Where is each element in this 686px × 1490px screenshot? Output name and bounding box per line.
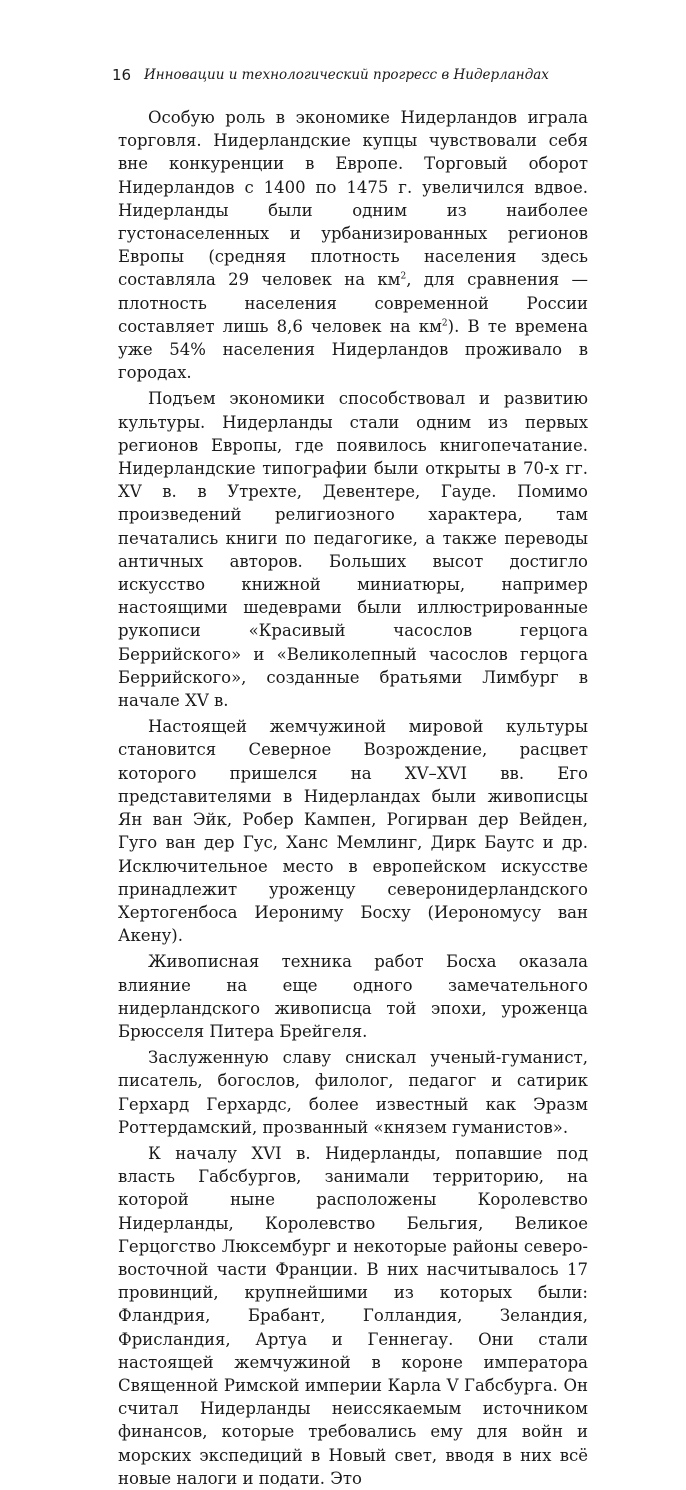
paragraph-trade-part-a: Особую роль в экономике Нидерландов играла торговля. Нидерландские купцы чувствовали себя вне конкуренции в Европе. Торговый оборот Нидерландов с 1400 по 1475 г. увеличился вдвое. Нидерланды были одним из наиболее густонаселенных и урбанизированных регионов Европы (средняя плотность населения здесь составляла 29 человек на км bbox=[118, 108, 588, 290]
paragraph-renaissance: Настоящей жемчужиной мировой культуры становится Северное Возрождение, расцвет которого пришелся на XV–XVI вв. Его представителями в Нидерландах были живописцы Ян ван Эйк, Робер Кампен, Рогирван дер Вейден, Гуго ван дер Гус, Ханс Мемлинг, Дирк Баутс и др. Исключительное место в европейском искусстве принадлежит уроженцу северонидерландского Хертогенбоса Иерониму Босху (Иерономусу ван Акену). bbox=[118, 717, 588, 946]
paragraph-bosch: Живописная техника работ Босха оказала влияние на еще одного замечательного нидерландского живописца той эпохи, уроженца Брюсселя Питера Брейгеля. bbox=[118, 952, 588, 1041]
paragraph-erasmus: Заслуженную славу снискал ученый-гуманист, писатель, богослов, филолог, педагог и сатирик Герхард Герхардс, более известный как Эразм Роттердамский, прозванный «князем гуманистов». bbox=[118, 1048, 588, 1137]
superscript-square: 2 bbox=[400, 271, 407, 282]
paragraph-trade-part-b: , для сравнения — плотность населения современной России составляет лишь 8,6 человек на км bbox=[118, 270, 588, 336]
paragraph-habsburg: К началу XVI в. Нидерланды, попавшие под власть Габсбургов, занимали территорию, на которой ныне расположены Королевство Нидерланды, Королевство Бельгия, Великое Герцогство Люксембург и некоторые районы северо-восточной части Франции. В них насчитывалось 17 провинций, крупнейшими из которых были: Фландрия, Брабант, Голландия, Зеландия, Фрисландия, Артуа и Геннегау. Они стали настоящей жемчужиной в короне императора Священной Римской империи Карла V Габсбурга. Он считал Нидерланды неиссякаемым источником финансов, которые требовались ему для войн и морских экспедиций в Новый свет, вводя в них всё новые налоги и подати. Это bbox=[118, 1143, 588, 1488]
paragraph-trade bbox=[118, 106, 588, 384]
page-number: 16 bbox=[112, 66, 132, 84]
superscript-square: 2 bbox=[441, 318, 448, 329]
running-title: Инновации и технологический прогресс в Нидерландах bbox=[144, 67, 549, 83]
paragraph-trade-part-c: ). В те времена уже 54% населения Нидерландов проживало в городах. bbox=[118, 316, 588, 383]
body-text bbox=[118, 106, 588, 1490]
paragraph-culture: Подъем экономики способствовал и развитию культуры. Нидерланды стали одним из первых регионов Европы, где появилось книгопечатание. Нидерландские типографии были открыты в 70-х гг. XV в. в Утрехте, Девентере, Гауде. Помимо произведений религиозного характера, там печатались книги по педагогике, а также переводы античных авторов. Больших высот достигло искусство книжной миниатюры, например настоящими шедеврами были иллюстрированные рукописи «Красивый часослов герцога Беррийского» и «Великолепный часослов герцога Беррийского», созданные братьями Лимбург в начале XV в. bbox=[118, 389, 588, 711]
page-header bbox=[112, 66, 592, 86]
